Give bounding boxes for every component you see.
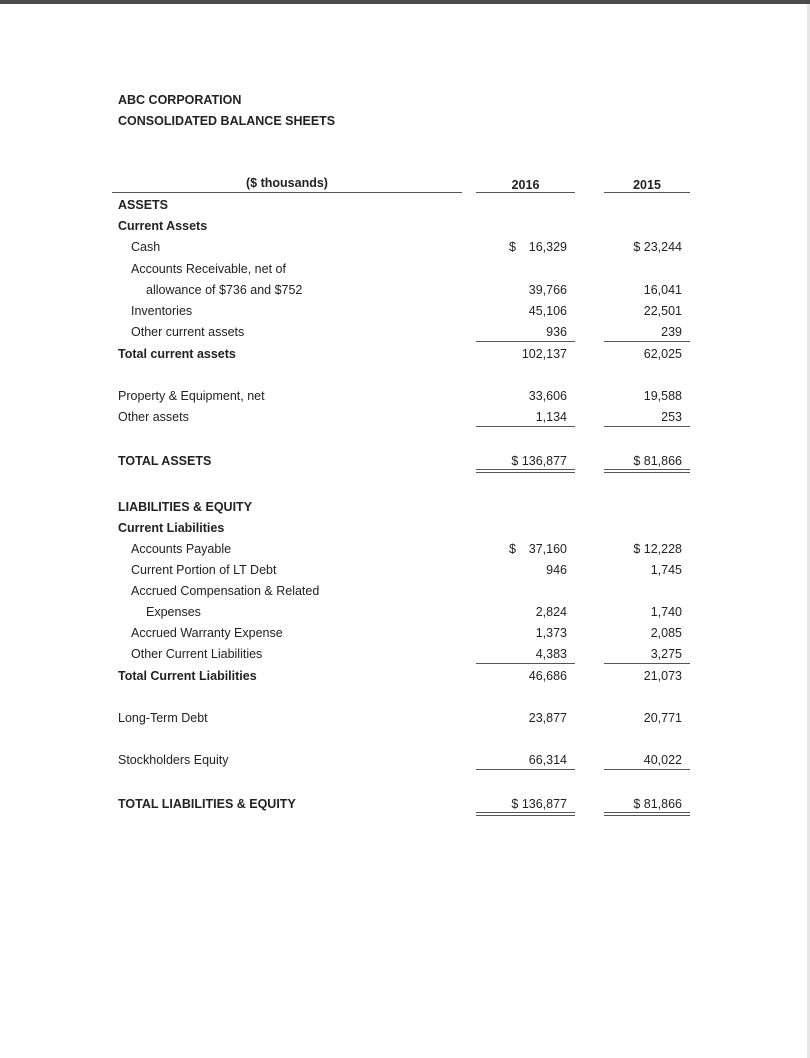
other-cl-2015: 3,275 bbox=[650, 647, 682, 661]
cash-2016: 16,329 bbox=[528, 240, 567, 254]
cl-rule-2016 bbox=[476, 663, 575, 664]
other-current-assets-label: Other current assets bbox=[131, 325, 245, 339]
total-assets-double-rule-2015 bbox=[604, 469, 690, 473]
accrued-comp-2016: 2,824 bbox=[535, 605, 567, 619]
ap-label: Accounts Payable bbox=[131, 542, 232, 556]
document-title: CONSOLIDATED BALANCE SHEETS bbox=[118, 114, 336, 128]
equity-2015: 40,022 bbox=[643, 753, 682, 767]
ar-2016: 39,766 bbox=[528, 283, 567, 297]
assets-rule-2015 bbox=[604, 426, 690, 427]
ar-label-line1: Accounts Receivable, net of bbox=[131, 262, 286, 276]
total-le-label: TOTAL LIABILITIES & EQUITY bbox=[118, 797, 296, 811]
accrued-comp-label-line1: Accrued Compensation & Related bbox=[131, 584, 320, 598]
warranty-label: Accrued Warranty Expense bbox=[131, 626, 283, 640]
other-assets-label: Other assets bbox=[118, 410, 189, 424]
equity-2016: 66,314 bbox=[528, 753, 567, 767]
equity-rule-2015 bbox=[604, 769, 690, 770]
inventories-2015: 22,501 bbox=[643, 304, 682, 318]
column-2016-header: 2016 bbox=[511, 178, 540, 192]
ltd-2016: 23,877 bbox=[528, 711, 567, 725]
ap-2016-currency: $ bbox=[509, 542, 516, 556]
ar-2015: 16,041 bbox=[643, 283, 682, 297]
other-current-assets-2016: 936 bbox=[546, 325, 567, 339]
total-le-2015: $ 81,866 bbox=[633, 797, 682, 811]
cash-2015: $ 23,244 bbox=[633, 240, 682, 254]
total-cl-label: Total Current Liabilities bbox=[118, 669, 257, 683]
cpltd-2015: 1,745 bbox=[650, 563, 682, 577]
ppe-2016: 33,606 bbox=[528, 389, 567, 403]
total-cl-2015: 21,073 bbox=[643, 669, 682, 683]
total-current-assets-2015: 62,025 bbox=[643, 347, 682, 361]
header-rule-2016 bbox=[476, 192, 575, 193]
header-rule-2015 bbox=[604, 192, 690, 193]
inventories-2016: 45,106 bbox=[528, 304, 567, 318]
column-2015-header: 2015 bbox=[633, 178, 661, 192]
ltd-label: Long-Term Debt bbox=[118, 711, 208, 725]
cpltd-2016: 946 bbox=[546, 563, 567, 577]
ppe-label: Property & Equipment, net bbox=[118, 389, 265, 403]
total-le-double-rule-2016 bbox=[476, 812, 575, 816]
ar-label-line2: allowance of $736 and $752 bbox=[146, 283, 303, 297]
current-assets-heading: Current Assets bbox=[118, 219, 208, 233]
ltd-2015: 20,771 bbox=[643, 711, 682, 725]
total-assets-2015: $ 81,866 bbox=[633, 454, 682, 468]
header-rule bbox=[112, 192, 462, 193]
warranty-2016: 1,373 bbox=[535, 626, 567, 640]
ppe-2015: 19,588 bbox=[643, 389, 682, 403]
other-cl-label: Other Current Liabilities bbox=[131, 647, 263, 661]
accrued-comp-2015: 1,740 bbox=[650, 605, 682, 619]
current-liabilities-heading: Current Liabilities bbox=[118, 521, 225, 535]
total-current-assets-label: Total current assets bbox=[118, 347, 236, 361]
accrued-comp-label-line2: Expenses bbox=[146, 605, 201, 619]
total-assets-2016: $ 136,877 bbox=[511, 454, 567, 468]
equity-rule-2016 bbox=[476, 769, 575, 770]
cash-2016-currency: $ bbox=[509, 240, 516, 254]
other-cl-2016: 4,383 bbox=[535, 647, 567, 661]
other-assets-2016: 1,134 bbox=[535, 410, 567, 424]
ap-2016: 37,160 bbox=[528, 542, 567, 556]
ap-2015: $ 12,228 bbox=[633, 542, 682, 556]
subtotal-rule-2016 bbox=[476, 341, 575, 342]
units-header: ($ thousands) bbox=[246, 176, 328, 190]
cpltd-label: Current Portion of LT Debt bbox=[131, 563, 277, 577]
equity-label: Stockholders Equity bbox=[118, 753, 229, 767]
assets-heading: ASSETS bbox=[118, 198, 169, 212]
other-assets-2015: 253 bbox=[661, 410, 682, 424]
total-le-double-rule-2015 bbox=[604, 812, 690, 816]
cash-label: Cash bbox=[131, 240, 161, 254]
total-cl-2016: 46,686 bbox=[528, 669, 567, 683]
assets-rule-2016 bbox=[476, 426, 575, 427]
total-assets-double-rule-2016 bbox=[476, 469, 575, 473]
inventories-label: Inventories bbox=[131, 304, 193, 318]
other-current-assets-2015: 239 bbox=[661, 325, 682, 339]
liabilities-equity-heading: LIABILITIES & EQUITY bbox=[118, 500, 253, 514]
company-name: ABC CORPORATION bbox=[118, 93, 242, 107]
total-current-assets-2016: 102,137 bbox=[521, 347, 567, 361]
warranty-2015: 2,085 bbox=[650, 626, 682, 640]
total-le-2016: $ 136,877 bbox=[511, 797, 567, 811]
cl-rule-2015 bbox=[604, 663, 690, 664]
subtotal-rule-2015 bbox=[604, 341, 690, 342]
total-assets-label: TOTAL ASSETS bbox=[118, 454, 212, 468]
